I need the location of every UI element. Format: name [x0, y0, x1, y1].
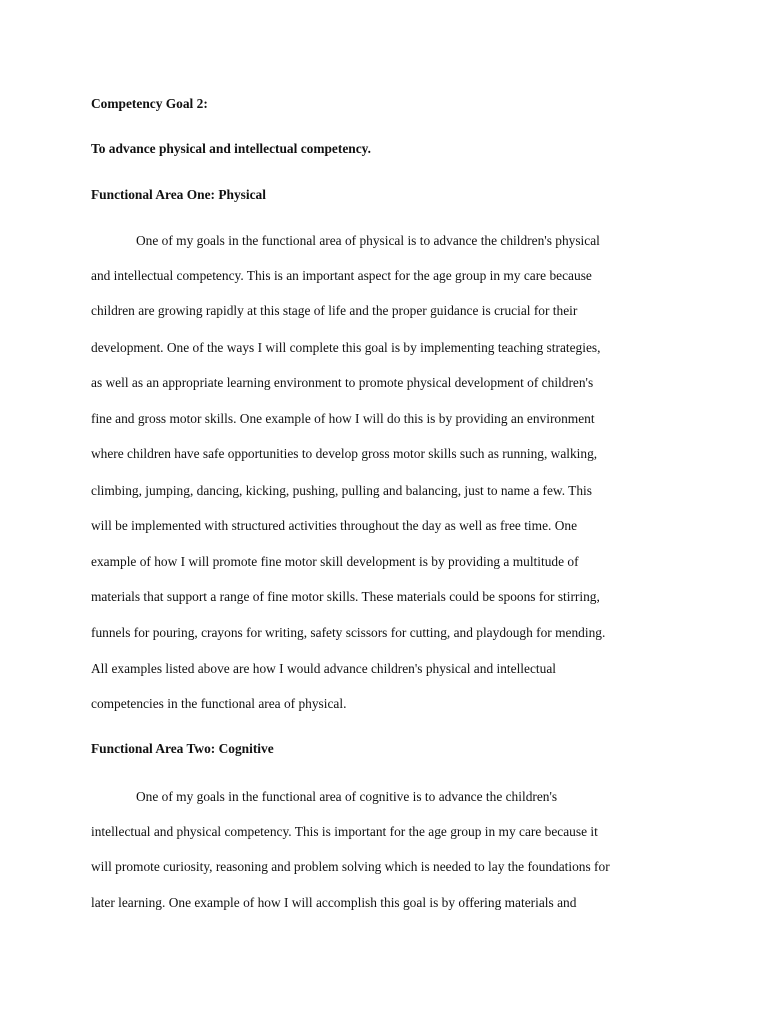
goal-heading: Competency Goal 2:	[91, 96, 208, 111]
paragraph-line: as well as an appropriate learning environment to promote physical development of children's	[91, 375, 594, 390]
paragraph-line: One of my goals in the functional area of cognitive is to advance the children's	[136, 789, 558, 804]
paragraph-line: children are growing rapidly at this stage of life and the proper guidance is crucial for their	[91, 303, 578, 318]
paragraph-line: development. One of the ways I will complete this goal is by implementing teaching strategies,	[91, 340, 601, 355]
paragraph-line: All examples listed above are how I would advance children's physical and intellectual	[91, 661, 556, 676]
paragraph-line: funnels for pouring, crayons for writing, safety scissors for cutting, and playdough for mending.	[91, 625, 606, 640]
paragraph-line: materials that support a range of fine motor skills. These materials could be spoons for stirring,	[91, 589, 600, 604]
paragraph-line: example of how I will promote fine motor skill development is by providing a multitude of	[91, 554, 579, 569]
paragraph-line: competencies in the functional area of physical.	[91, 696, 347, 711]
paragraph-line: where children have safe opportunities to develop gross motor skills such as running, walking,	[91, 446, 598, 461]
paragraph-line: intellectual and physical competency. This is important for the age group in my care because it	[91, 824, 598, 839]
paragraph-line: fine and gross motor skills. One example of how I will do this is by providing an environment	[91, 411, 595, 426]
paragraph-line: and intellectual competency. This is an important aspect for the age group in my care because	[91, 268, 592, 283]
paragraph-line: later learning. One example of how I will accomplish this goal is by offering materials and	[91, 895, 577, 910]
paragraph-line: will promote curiosity, reasoning and problem solving which is needed to lay the foundations for	[91, 859, 610, 874]
section-heading-cognitive: Functional Area Two: Cognitive	[91, 741, 274, 756]
goal-statement: To advance physical and intellectual competency.	[91, 141, 371, 156]
paragraph-line: One of my goals in the functional area of physical is to advance the children's physical	[136, 233, 600, 248]
paragraph-line: will be implemented with structured activities throughout the day as well as free time. One	[91, 518, 578, 533]
section-heading-physical: Functional Area One: Physical	[91, 187, 266, 202]
paragraph-line: climbing, jumping, dancing, kicking, pushing, pulling and balancing, just to name a few. This	[91, 483, 592, 498]
